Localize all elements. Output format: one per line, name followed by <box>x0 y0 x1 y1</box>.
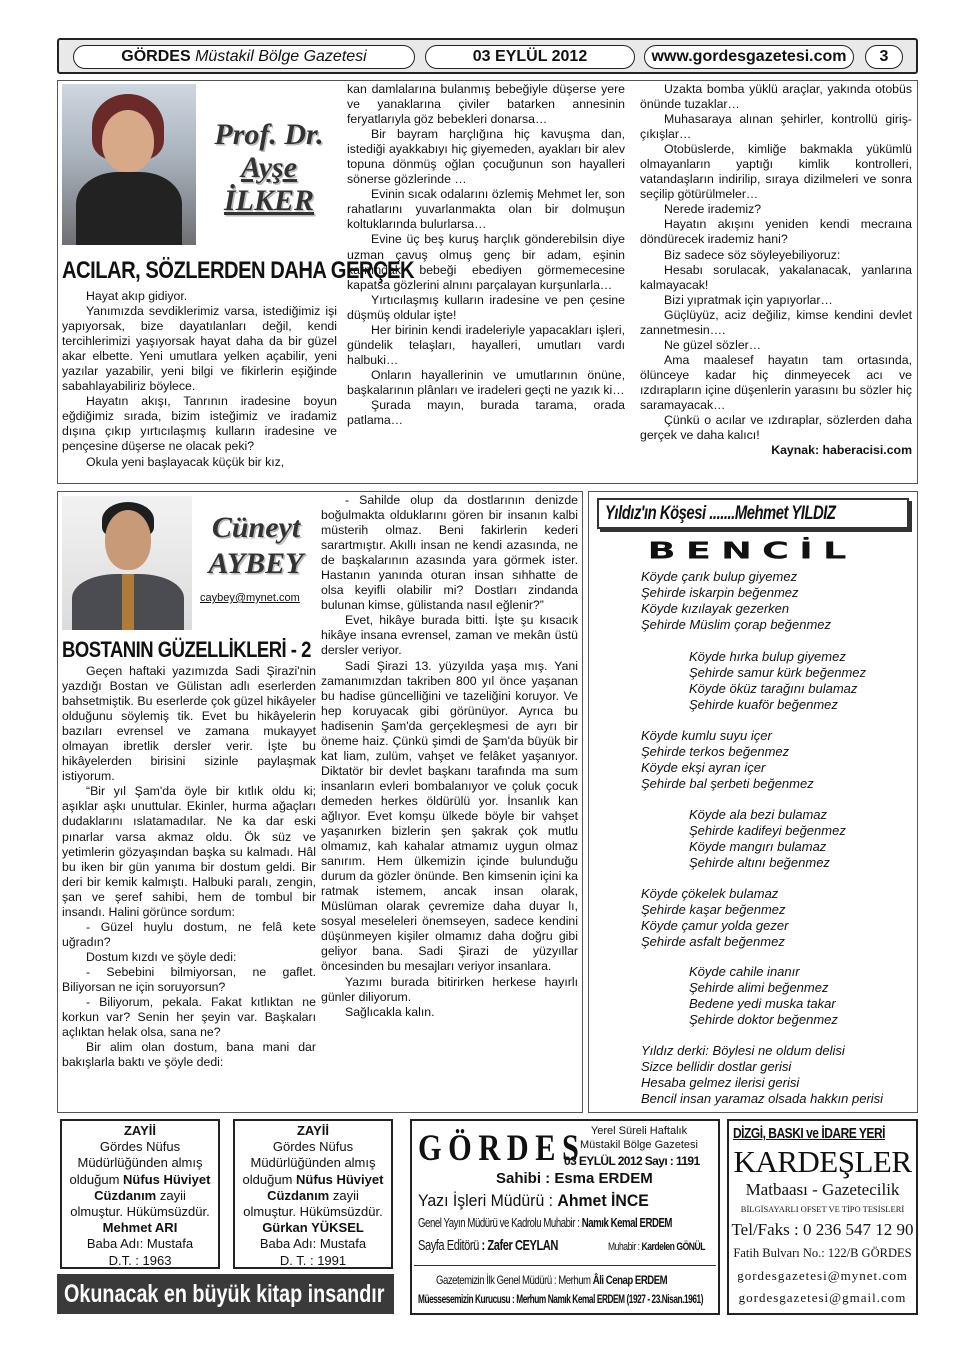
author-photo-cuneyt-aybey <box>62 496 192 630</box>
paragraph: - Biliyorum, pekala. Fakat kıtlıktan ne korkun var? Senin her şeyin var. Başkaları açlıktan helak olsa, sana ne? <box>62 995 316 1040</box>
paragraph: Evine üç beş kuruş harçlık gönderebilsin diye uzman çavuş olmuş genç bir adam, eşinin karnındaki bebeği ebediyen görmemecesine kapatsa gözlerini alnını parçalayan kurşunlarla… <box>347 232 625 292</box>
paragraph: Bizi yıpratmak için yapıyorlar… <box>664 292 833 307</box>
poem-line: Köyde cahile inanır <box>689 964 800 979</box>
notice-heading: ZAYİİ <box>123 1123 157 1138</box>
printer-box <box>727 1119 918 1315</box>
paragraph: Yırtıcılaşmış kulların iradesine ve pen çesine düşmüş oldular işte! <box>347 292 625 322</box>
poem-line: Şehirde alimi beğenmez <box>689 980 829 995</box>
paragraph: Hesabı sorulacak, yakalanacak, yanlarına kalmayacak! <box>640 262 912 292</box>
paragraph: Sağlıcakla kalın. <box>345 1004 435 1019</box>
page-header <box>57 38 918 74</box>
masthead-general-label: Genel Yayın Müdürü ve Kadrolu Muhabir : <box>418 1215 580 1230</box>
notice-name: Mehmet ARI <box>102 1220 178 1236</box>
notice-line: olduğum <box>242 1171 297 1187</box>
poem-line: Şehirde samur kürk beğenmez <box>689 665 867 680</box>
author-first-name: Ayşe <box>240 151 298 184</box>
masthead-sub: Yerel Süreli Haftalık <box>590 1125 688 1137</box>
masthead-reporter-label: Muhabir : <box>608 1241 640 1253</box>
author-ayse-ilker <box>198 118 340 217</box>
paper-name-pill <box>73 45 415 69</box>
poem-line: Bencil insan yaramaz olsada hakkın perisi <box>641 1091 884 1106</box>
author-title: Prof. Dr. <box>214 118 324 151</box>
masthead-founder: Müessesemizin Kurucusu : Merhum Namık Kemal ERDEM (1927 - 23.Nisan.1961) <box>418 1294 704 1306</box>
printer-facilities: BİLGİSAYARLI OFSET VE TİPO TESİSLERİ <box>740 1204 905 1214</box>
poem-line: Köyde çökelek bulamaz <box>641 886 779 901</box>
slogan-text: Okunacak en büyük kitap insandır <box>64 1280 385 1308</box>
paragraph: Uzakta bomba yüklü araçlar, yakında otobüs önünde tuzaklar… <box>640 82 912 112</box>
poem-stanza-5 <box>641 886 911 950</box>
poem-line: Köyde kumlu suyu içer <box>641 728 772 743</box>
paragraph: “Bir yıl Şam'da öyle bir kıtlık oldu ki; aşıklar aşkı unuttular. Ekinler, hurma ağaçları dudaklarını ıslatamadılar. Ne ka dar eski pınarlar varsa akmaz oldu. Ök süz ve yetimlerin gözyaşından başka su kalmadı. Hâl bu iken bir gün yanıma bir dostum geldi. Bir deri bir kemik kalmıştı. Halbuki paralı, zengin, şan ve şeref sahibi, hem de tombul bir insandı. Halini görünce sordum: <box>62 784 316 919</box>
masthead-page-editor-line <box>418 1236 558 1255</box>
notice-name: Gürkan YÜKSEL <box>262 1220 364 1236</box>
poem-line: Şehirde asfalt beğenmez <box>641 934 785 949</box>
printer-email-1[interactable]: gordesgazetesi@mynet.com <box>737 1268 908 1283</box>
notice-line: Nüfus Hüviyet <box>296 1171 384 1187</box>
paragraph: Sadi Şirazi 13. yüzyılda yaşa mış. Yani zamanımızdan takriben 800 yıl önce yaşanan bu hadise güncelliğini ve tazeliğini koruyor. Ve hep koruyacak gibi görünüyor. Ayrıca bu hadisenin Şam'da gerçekleşmesi de ayrı bir öneme haiz. Çünkü şimdi de Şam'da büyük bir kat liam, zulüm, vahşet ve felâket yaşanıyor. Diktatör bir devlet başkanı tarafında ma sum insanların evleri bombalanıyor ve çoluk çocuk demeden herkes öldürülü yor. İnsanlık kan ağlıyor. Evet komşu ülkede böyle bir vahşet yaşanırken bizlerin şen şakrak çok mutlu olmamız, kah kahalar atmamız uygun olmaz sanırım. Hem ülkemizin içinde bulunduğu durum da gözler önünde. Ben kimsenin içini ka ratmak istemem, ancak insan olarak, Müslüman olarak çevremize daha duyar lı, sosyal meseleleri önemseyen, sadece kendini düşünmeyen kişiler olmamız daha doğru gibi geliyor bana. Sadi Şirazi de yüzyıllar öncesinden bu mesajları veriyor insanlara. <box>321 658 578 974</box>
paragraph: Dostum kızdı ve şöyle dedi: <box>86 949 237 964</box>
masthead-editor-line <box>418 1190 649 1212</box>
masthead-reporter-line <box>608 1240 705 1254</box>
poem-stanza-1 <box>641 569 911 633</box>
printer-address: Fatih Bulvarı No.: 122/B GÖRDES <box>733 1246 912 1260</box>
paragraph: Otobüslerde, kimliğe bakmakla yükümlü olmayanların yaptığı kimlik kontrolleri, vatandaşların indirilip, sıraya dizilmeleri ve sonra seçilip götürülmeler… <box>640 142 912 202</box>
poem-line: Şehirde bal şerbeti beğenmez <box>641 776 814 791</box>
notice-father: Baba Adı: Mustafa <box>86 1236 194 1252</box>
poem-line: Köyde öküz tarağını bulamaz <box>689 681 858 696</box>
slogan-banner <box>57 1274 394 1314</box>
poem-heading-box <box>597 498 909 529</box>
paragraph: Her birinin kendi iradeleriyle yapacakları işleri, gündelik telaşları, hayalleri, umutları vardı halbuki… <box>347 322 625 367</box>
paragraph: Güçlüyüz, aciz değiliz, kimse kendini devlet zannetmesin…. <box>640 307 912 337</box>
poem-line: Şehirde kaşar beğenmez <box>641 902 786 917</box>
poem-line: Köyde kızılayak gezerken <box>641 601 790 616</box>
masthead-page-name: : Zafer CEYLAN <box>481 1237 558 1254</box>
paragraph: - Sebebini bilmiyorsan, ne gaflet. Biliyorsan ne için soruyorsun? <box>62 964 316 994</box>
poem-stanza-6 <box>689 964 911 1028</box>
poem-stanza-4 <box>689 807 911 871</box>
notice-line: Müdürlüğünden almış <box>77 1155 203 1171</box>
notice-line: olduğum <box>69 1171 124 1187</box>
paragraph: - Güzel huylu dostum, ne felâ kete uğradın? <box>62 919 316 949</box>
masthead-sub: Müstakil Bölge Gazetesi <box>580 1139 698 1151</box>
printer-sub: Matbaası - Gazetecilik <box>745 1180 900 1199</box>
notice-line: Gördes Nüfus <box>272 1139 354 1155</box>
poem-title: BENCİL <box>647 537 857 565</box>
author-email-link[interactable]: caybey@mynet.com <box>200 592 300 604</box>
poem-line: Şehirde kuaför beğenmez <box>689 697 838 712</box>
printer-name: KARDEŞLER <box>733 1144 912 1179</box>
masthead-divider <box>414 1265 716 1266</box>
poem-line: Köyde çarık bulup giyemez <box>641 569 798 584</box>
poem-line: Köyde hırka bulup giyemez <box>689 649 846 664</box>
article2-column-1 <box>62 664 316 1112</box>
article1-column-3 <box>640 82 912 483</box>
notice-line: olmuştur. Hükümsüzdür. <box>70 1204 210 1220</box>
poem-line: Hesaba gelmez ilerisi gerisi <box>641 1075 800 1090</box>
masthead-box <box>410 1119 720 1315</box>
masthead-editor-label: Yazı İşleri Müdürü : <box>418 1191 554 1210</box>
notice-line: Cüzdanım <box>94 1187 157 1203</box>
masthead-owner: Sahibi : Esma ERDEM <box>496 1170 653 1187</box>
paragraph: kan damlalarına bulanmış bebeğiyle düşerse yere ve yanaklarına çiviler batarken annesinin feryatlarıyla göz bebekleri donarsa… <box>347 82 625 127</box>
paragraph: Geçen haftaki yazımızda Sadi Şirazi'nin yazdığı Bostan ve Gülistan adlı eserlerden bahsetmiştik. Bu eserlerde çok güzel hikâyeler olduğunu söylemiş tik. Evet bu hikâyelerin bazıları evrensel ve zamana mukayyet olmayan ibretlik dersler verir. İşte bu hikâyelerden birisini sizinle paylaşmak istiyorum. <box>62 664 316 784</box>
paragraph: Bir bayram harçlığına hiç kavuşma dan, istediği ayakkabıyı hiç giyemeden, ayakları bir alev topuna dönmüş oğlan çocuğunun son hayalleri sönerse gözlerinde … <box>347 127 625 187</box>
poem-stanza-3 <box>641 728 911 792</box>
notice-heading: ZAYİİ <box>296 1123 330 1138</box>
poem-line: Şehirde terkos beğenmez <box>641 744 790 759</box>
paragraph: Okula yeni başlayacak küçük bir kız, <box>86 454 285 469</box>
notice-line: Müdürlüğünden almış <box>250 1155 376 1171</box>
notice-father: Baba Adı: Mustafa <box>259 1236 367 1252</box>
paragraph: Bir alim olan dostum, bana mani dar bakışlarla baktı ve şöyle dedi: <box>62 1040 316 1070</box>
printer-email-2[interactable]: gordesgazetesi@gmail.com <box>738 1290 907 1305</box>
paragraph: Hayat akıp gidiyor. <box>86 289 188 303</box>
paper-subtitle: Müstakil Bölge Gazetesi <box>195 48 367 65</box>
page-number-pill <box>865 45 903 69</box>
paragraph: Biz sadece söz söyleyebiliyoruz: <box>664 247 841 262</box>
masthead-first-name: Âli Cenap ERDEM <box>592 1273 668 1287</box>
masthead-editor-name: Ahmet İNCE <box>557 1191 649 1210</box>
notice-line: Cüzdanım <box>267 1187 330 1203</box>
article-title-acilar: ACILAR, SÖZLERDEN DAHA GERÇEK <box>62 257 415 284</box>
poem-line: Sizce bellidir dostlar gerisi <box>641 1059 792 1074</box>
website-link[interactable]: www.gordesgazetesi.com <box>651 48 847 65</box>
masthead-first-label: Gazetemizin İlk Genel Müdürü : Merhum <box>436 1273 591 1287</box>
article1-column-2 <box>347 82 625 483</box>
article-source: Kaynak: haberacisi.com <box>771 443 912 458</box>
paragraph: Nerede irademiz? <box>664 202 762 217</box>
masthead-name: GÖRDES <box>418 1128 586 1169</box>
notice-line: Nüfus Hüviyet <box>123 1171 211 1187</box>
paragraph: Yazımı burada bitirirken herkese hayırlı günler diliyorum. <box>321 974 578 1004</box>
author-first-name: Cüneyt <box>211 511 301 544</box>
notice-birthdate: D. T. : 1991 <box>279 1252 347 1268</box>
poem-line: Köyde çamur yolda gezer <box>641 918 789 933</box>
issue-date: 03 EYLÜL 2012 <box>472 48 588 65</box>
lost-id-notice-1 <box>60 1119 220 1269</box>
author-last-name: İLKER <box>223 184 315 217</box>
author-photo-ayse-ilker <box>62 84 196 245</box>
paragraph: Evinin sıcak odalarını özlemiş Mehmet ler, son rahatlarını yuvarlanmakta olan bir dolmuşun koltuklarında bulurlarsa… <box>347 187 625 232</box>
poem-line: Köyde mangırı bulamaz <box>689 839 827 854</box>
notice-line: Gördes Nüfus <box>99 1139 181 1155</box>
date-pill <box>425 45 635 69</box>
masthead-general-name: Namık Kemal ERDEM <box>581 1215 672 1230</box>
paragraph: Hayatın akışı, Tanrının iradesine boyun eğdiğimiz sırada, bizim isteğimiz ve iradamiz dışına çıkıp yırtıcılaşmış kulların iradesine ve pençesine düşerse ne olacak peki? <box>62 394 337 454</box>
paragraph: Evet, hikâye burada bitti. İşte şu kısacık hikâye insana evrensel, zaman ve mekân üstü dersler veriyor. <box>321 613 578 658</box>
poem-line: Şehirde doktor beğenmez <box>689 1012 838 1027</box>
poem-stanza-7 <box>641 1043 913 1107</box>
website-pill[interactable] <box>644 45 854 69</box>
masthead-owner-line <box>496 1170 653 1188</box>
author-cuneyt-aybey <box>190 510 322 582</box>
lost-id-notice-2 <box>233 1119 393 1269</box>
poem-line: Şehirde iskarpin beğenmez <box>641 585 799 600</box>
poem-line: Şehirde altını beğenmez <box>689 855 830 870</box>
paragraph: - Sahilde olup da dostlarının denizde boğulmakta olduklarını gören bir insanın kalbi müsterih olmaz. Beni fakirlerin kederi sarartmıştır. Akıllı insan ne kendi azasında, ne de başkalarının azasında yara görmek ister. Hastanın yanında oturan insan sıhhatte de olsa keyifli olabilir mi? Dostları zindanda bulunan kimse, gülistanda nasıl eğlenir?” <box>321 493 578 613</box>
poem-line: Köyde ala bezi bulamaz <box>689 807 828 822</box>
notice-birthdate: D.T. : 1963 <box>108 1252 172 1268</box>
poem-line: Şehirde Müslim çorap beğenmez <box>641 617 832 632</box>
paragraph: Yanımızda sevdiklerimiz varsa, istediğimiz işi yapıyorsak, bize dayatılanları değil, kendi tercihlerimizi yaşıyorsak hayat daha da bir güzel akar elbette. Yeni umutlara yelken açabilir, yeni yazılar yazabilir, yeni bilgi ve fikirlerin eşiğinde sabahlayabiliriz böylece. <box>62 304 337 394</box>
masthead-issue: 03 EYLÜL 2012 Sayı : 1191 <box>564 1154 700 1168</box>
article2-column-2 <box>321 493 578 1112</box>
author-last-name: AYBEY <box>208 547 304 580</box>
masthead-general-line <box>418 1214 672 1231</box>
paragraph: Muhasaraya alınan şehirler, kontrollü giriş-çıkışlar… <box>640 112 912 142</box>
paragraph: Onların hayallerinin ve umutlarının önüne, başkalarının plânları ve iradeleri geçti ne yazık ki… <box>347 367 625 397</box>
printer-heading: DİZGİ, BASKI ve İDARE YERİ <box>733 1125 885 1142</box>
poem-line: Bedene yedi muska takar <box>689 996 836 1011</box>
poem-column-heading: Yıldız'ın Köşesi .......Mehmet YILDIZ <box>605 503 836 524</box>
article1-column-1 <box>62 289 337 483</box>
paragraph: Çünkü o acılar ve ızdıraplar, sözlerden daha gerçek ve daha kalıcı! <box>640 413 912 443</box>
notice-line: zayii <box>156 1187 186 1203</box>
poem-line: Köyde ekşi ayran içer <box>641 760 766 775</box>
poem-line: Şehirde kadifeyi beğenmez <box>689 823 846 838</box>
masthead-page-label: Sayfa Editörü <box>418 1237 479 1254</box>
notice-line: olmuştur. Hükümsüzdür. <box>243 1204 383 1220</box>
paragraph: Ne güzel sözler… <box>664 337 762 352</box>
masthead-first-director-line <box>436 1272 667 1288</box>
article-title-bostan: BOSTANIN GÜZELLİKLERİ - 2 <box>62 637 311 662</box>
page-number: 3 <box>879 48 889 65</box>
paragraph: Şurada mayın, burada tarama, orada patlama… <box>347 397 625 428</box>
paper-name: GÖRDES <box>121 48 191 65</box>
notice-line: zayii <box>329 1187 359 1203</box>
poem-stanza-2 <box>689 649 911 713</box>
paragraph: Hayatın akışını yeniden kendi mecraına döndürecek irademiz hani? <box>640 217 912 247</box>
poem-line: Yıldız derki: Böylesi ne oldum delisi <box>641 1043 845 1058</box>
printer-phone: Tel/Faks : 0 236 547 12 90 <box>731 1220 914 1239</box>
paragraph: Ama maalesef hayatın tam ortasında, ölünceye kadar hiç dinmeyecek acı ve ızdırapların içine düşenlerin yarasını bu sözler hiç saramayacak… <box>640 352 912 412</box>
masthead-reporter-name: Kardelen GÖNÜL <box>641 1241 706 1253</box>
